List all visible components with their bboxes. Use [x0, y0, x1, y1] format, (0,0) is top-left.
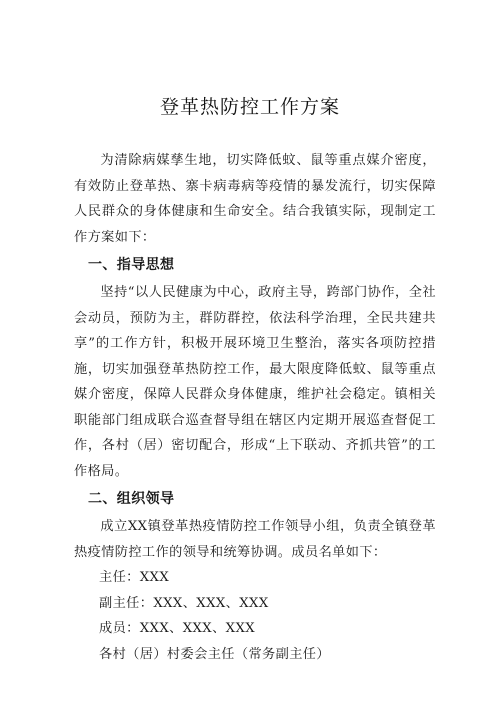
member-village: 各村（居）村委会主任（常务副主任）	[99, 646, 330, 662]
document-title: 登革热防控工作方案	[159, 96, 340, 118]
section-body-guiding-principle: 坚持“以人民健康为中心，政府主导，跨部门协作，全社会动员，预防为主，群防群控，依法科学治理，全民共建共享”的工作方针，积极开展环境卫生整治，落实各项防控措施，切实加强登革热防控工作，最大限度降低蚊、鼠等重点媒介密度，保障人民群众身体健康，维护社会稳定。镇相关职能部门组成联合巡查督导组在辖区内定期开展巡查督促工作，各村（居）密切配合，形成“上下联动、齐抓共管”的工作格局。	[74, 285, 436, 479]
intro-paragraph: 为清除病媒孳生地，切实降低蚊、鼠等重点媒介密度，有效防止登革热、寨卡病毒病等疫情的暴发流行，切实保障人民群众的身体健康和生命安全。结合我镇实际，现制定工作方案如下：	[74, 153, 436, 245]
section-heading-guiding-principle: 一、指导思想	[88, 257, 175, 273]
member-staff: 成员：XXX、XXX、XXX	[99, 621, 256, 636]
member-director: 主任：XXX	[99, 570, 170, 585]
member-deputy: 副主任：XXX、XXX、XXX	[99, 595, 269, 611]
section-body-organization: 成立XX镇登革热疫情防控工作领导小组，负责全镇登革热疫情防控工作的领导和统筹协调。成员名单如下：	[74, 519, 436, 560]
section-heading-organization: 二、组织领导	[88, 491, 175, 507]
document-body	[74, 148, 436, 667]
